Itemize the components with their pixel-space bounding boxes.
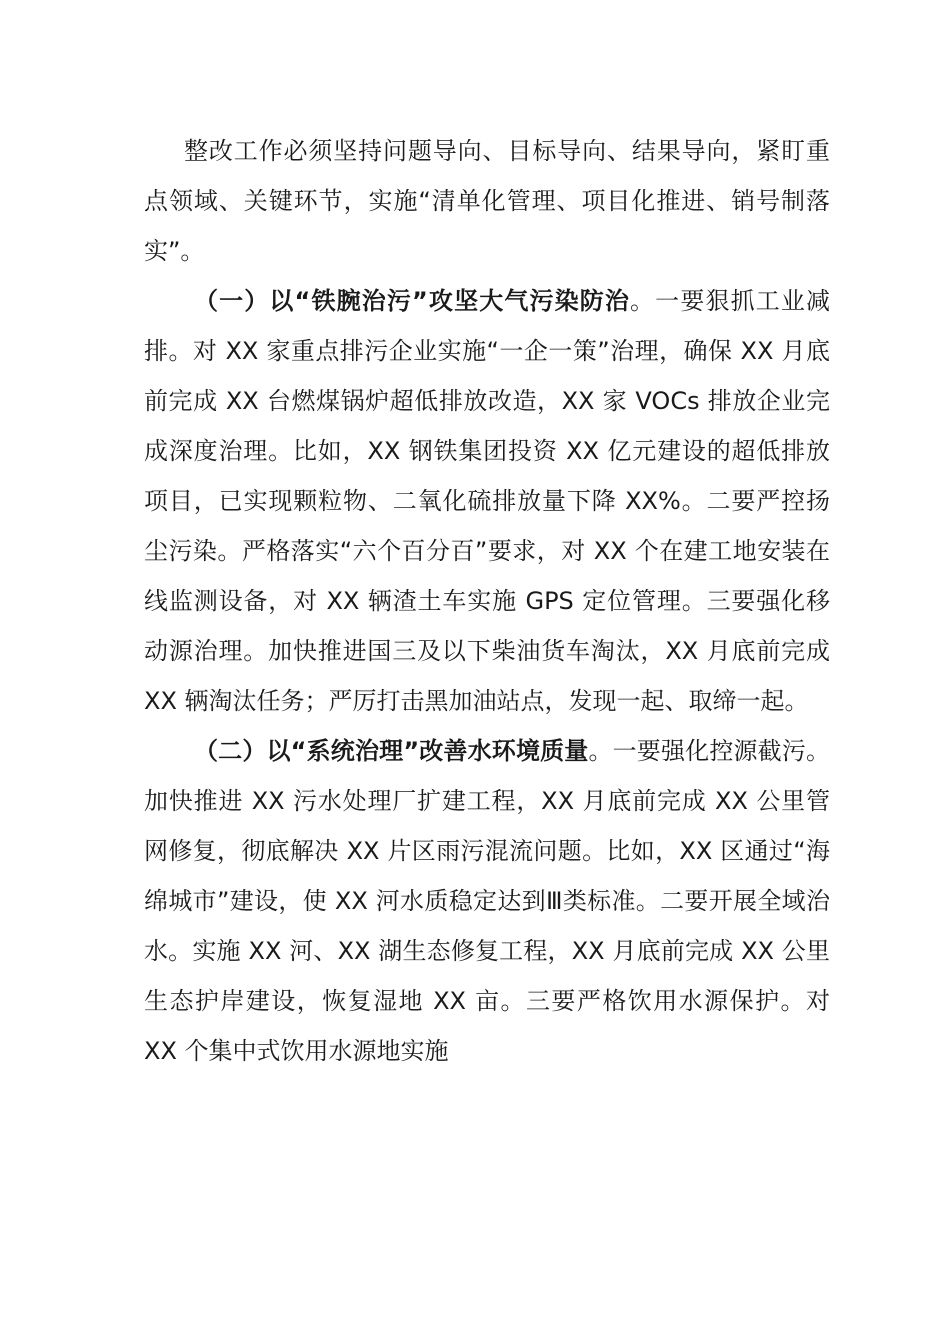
water-environment-heading: （二）以“系统治理”改善水环境质量 — [194, 737, 589, 765]
document-body — [144, 126, 830, 1076]
water-environment-paragraph — [144, 726, 830, 1076]
water-environment-paragraph-text: 。一要强化控源截污。加快推进 XX 污水处理厂扩建工程，XX 月底前完成 XX 公里管网修复，彻底解决 XX 片区雨污混流问题。比如，XX 区通过“海绵城市”建设，使 XX 河水质稳定达到Ⅲ类标准。二要开展全域治水。实施 XX 河、XX 湖生态修复工程，XX 月底前完成 XX 公里生态护岸建设，恢复湿地 XX 亩。三要严格饮用水源保护。对 XX 个集中式饮用水源地实施 — [144, 737, 831, 1065]
air-pollution-paragraph-text: 。一要狠抓工业减排。对 XX 家重点排污企业实施“一企一策”治理，确保 XX 月底前完成 XX 台燃煤锅炉超低排放改造，XX 家 VOCs 排放企业完成深度治理。比如，XX 钢铁集团投资 XX 亿元建设的超低排放项目，已实现颗粒物、二氧化硫排放量下降 XX%。二要严控扬尘污染。严格落实“六个百分百”要求，对 XX 个在建工地安装在线监测设备，对 XX 辆渣土车实施 GPS 定位管理。三要强化移动源治理。加快推进国三及以下柴油货车淘汰，XX 月底前完成 XX 辆淘汰任务；严厉打击黑加油站点，发现一起、取缔一起。 — [144, 287, 831, 715]
intro-paragraph — [144, 126, 830, 276]
air-pollution-heading: （一）以“铁腕治污”攻坚大气污染防治 — [194, 287, 631, 315]
intro-paragraph-text: 整改工作必须坚持问题导向、目标导向、结果导向，紧盯重点领域、关键环节，实施“清单化管理、项目化推进、销号制落实”。 — [144, 137, 830, 265]
air-pollution-paragraph — [144, 276, 830, 726]
